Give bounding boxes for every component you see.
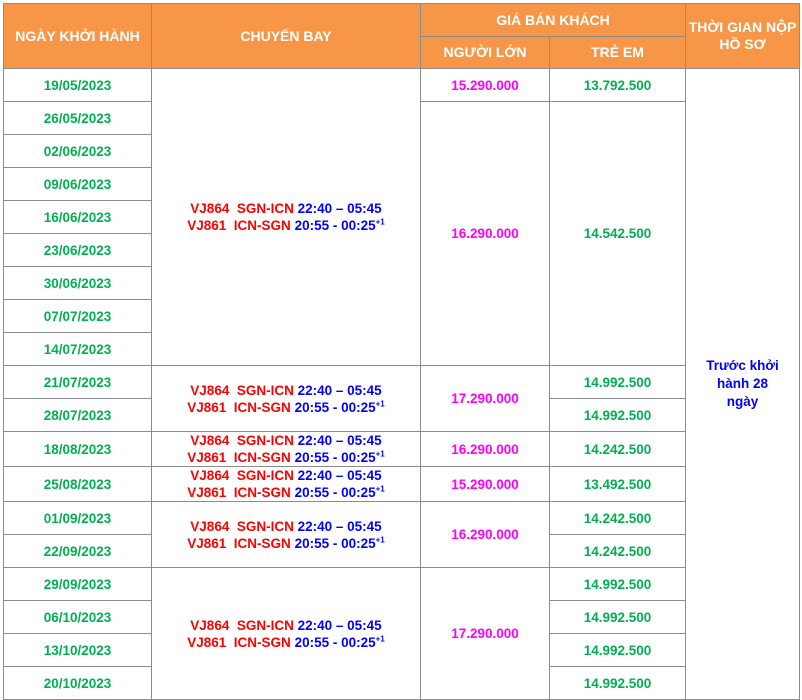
deadline-text: Trước khởi hành 28 ngày (706, 358, 779, 409)
departure-date-cell: 18/08/2023 (4, 432, 152, 467)
flight-outbound-route: SGN-ICN (236, 382, 294, 398)
child-price-cell: 13.492.500 (550, 467, 686, 502)
flight-return (152, 399, 420, 416)
adult-price-cell: 15.290.000 (421, 69, 550, 102)
flight-outbound (152, 382, 420, 399)
flight-return (152, 484, 420, 501)
flight-cell (152, 432, 421, 467)
table-row (4, 366, 800, 399)
child-price-cell: 14.992.500 (550, 601, 686, 634)
table-body (4, 69, 800, 700)
flight-return-route: ICN-SGN (233, 535, 291, 551)
header-deadline: THỜI GIAN NỘP HỒ SƠ (686, 4, 800, 69)
flight-return-time: 20:55 - 00:25 (294, 399, 376, 415)
flight-outbound-time: 22:40 – 05:45 (297, 617, 382, 633)
flight-cell (152, 467, 421, 502)
flight-outbound-route: SGN-ICN (236, 468, 294, 483)
flight-return (152, 449, 420, 466)
departure-date-cell: 16/06/2023 (4, 201, 152, 234)
flight-return-route: ICN-SGN (233, 399, 291, 415)
deadline-cell (686, 69, 800, 700)
flight-return-code: VJ861 (187, 634, 227, 650)
flight-cell (152, 69, 421, 366)
departure-date-cell: 13/10/2023 (4, 634, 152, 667)
child-price-cell: 14.992.500 (550, 667, 686, 700)
child-price-cell: 14.242.500 (550, 502, 686, 535)
table-row (4, 432, 800, 467)
flight-outbound-code: VJ864 (190, 518, 230, 534)
flight-outbound (152, 467, 420, 484)
departure-date-cell: 28/07/2023 (4, 399, 152, 432)
flight-return-next-day: +1 (375, 484, 385, 494)
child-price-cell: 14.242.500 (550, 535, 686, 568)
departure-date-cell: 29/09/2023 (4, 568, 152, 601)
header-child: TRẺ EM (550, 37, 686, 69)
flight-outbound-time: 22:40 – 05:45 (297, 201, 382, 216)
child-price-cell: 13.792.500 (550, 69, 686, 102)
flight-outbound-route: SGN-ICN (236, 433, 294, 448)
departure-date-cell: 14/07/2023 (4, 333, 152, 366)
departure-date-cell: 26/05/2023 (4, 102, 152, 135)
departure-date-cell: 23/06/2023 (4, 234, 152, 267)
flight-return-route: ICN-SGN (233, 218, 291, 233)
flight-return (152, 634, 420, 651)
flight-outbound (152, 200, 420, 217)
flight-outbound-route: SGN-ICN (236, 617, 294, 633)
table-row (4, 568, 800, 601)
departure-date-cell: 21/07/2023 (4, 366, 152, 399)
departure-date-cell: 22/09/2023 (4, 535, 152, 568)
adult-price-cell: 16.290.000 (421, 502, 550, 568)
header-adult: NGƯỜI LỚN (421, 37, 550, 69)
child-price-cell: 14.992.500 (550, 568, 686, 601)
adult-price-cell: 17.290.000 (421, 568, 550, 700)
flight-cell (152, 502, 421, 568)
header-departure-date: NGÀY KHỞI HÀNH (4, 4, 152, 69)
flight-return-code: VJ861 (187, 450, 227, 465)
child-price-cell: 14.992.500 (550, 634, 686, 667)
flight-return-next-day: +1 (375, 535, 385, 544)
flight-return (152, 217, 420, 234)
adult-price-cell: 17.290.000 (421, 366, 550, 432)
header-customer-price: GIÁ BÁN KHÁCH (421, 4, 686, 37)
flight-cell (152, 568, 421, 700)
table-row (4, 502, 800, 535)
flight-return-time: 20:55 - 00:25 (294, 485, 376, 500)
flight-return-route: ICN-SGN (233, 485, 291, 500)
adult-price-cell: 15.290.000 (421, 467, 550, 502)
departure-date-cell: 09/06/2023 (4, 168, 152, 201)
flight-return-next-day: +1 (375, 217, 385, 227)
header-flight: CHUYẾN BAY (152, 4, 421, 69)
flight-return-time: 20:55 - 00:25 (294, 218, 376, 233)
child-price-cell: 14.992.500 (550, 399, 686, 432)
flight-return-code: VJ861 (187, 485, 227, 500)
flight-outbound (152, 617, 420, 634)
flight-outbound-code: VJ864 (190, 433, 230, 448)
flight-outbound-route: SGN-ICN (236, 201, 294, 216)
departure-date-cell: 19/05/2023 (4, 69, 152, 102)
flight-return-time: 20:55 - 00:25 (294, 634, 376, 650)
adult-price-cell: 16.290.000 (421, 432, 550, 467)
child-price-cell: 14.542.500 (550, 102, 686, 366)
child-price-cell: 14.242.500 (550, 432, 686, 467)
flight-return (152, 535, 420, 552)
flight-outbound (152, 518, 420, 535)
flight-outbound-time: 22:40 – 05:45 (297, 518, 382, 534)
flight-outbound-code: VJ864 (190, 468, 230, 483)
flight-outbound-code: VJ864 (190, 382, 230, 398)
flight-return-next-day: +1 (375, 449, 385, 459)
departure-date-cell: 07/07/2023 (4, 300, 152, 333)
departure-date-cell: 06/10/2023 (4, 601, 152, 634)
departure-date-cell: 01/09/2023 (4, 502, 152, 535)
departure-date-cell: 25/08/2023 (4, 467, 152, 502)
flight-return-code: VJ861 (187, 218, 227, 233)
departure-date-cell: 30/06/2023 (4, 267, 152, 300)
flight-return-route: ICN-SGN (233, 634, 291, 650)
flight-return-next-day: +1 (375, 399, 385, 408)
child-price-cell: 14.992.500 (550, 366, 686, 399)
table-row (4, 467, 800, 502)
table-row (4, 69, 800, 102)
flight-return-time: 20:55 - 00:25 (294, 450, 376, 465)
flight-return-code: VJ861 (187, 399, 227, 415)
flight-return-time: 20:55 - 00:25 (294, 535, 376, 551)
flight-outbound (152, 432, 420, 449)
departure-date-cell: 20/10/2023 (4, 667, 152, 700)
departure-date-cell: 02/06/2023 (4, 135, 152, 168)
flight-outbound-route: SGN-ICN (236, 518, 294, 534)
flight-return-route: ICN-SGN (233, 450, 291, 465)
adult-price-cell: 16.290.000 (421, 102, 550, 366)
flight-return-code: VJ861 (187, 535, 227, 551)
flight-outbound-time: 22:40 – 05:45 (297, 468, 382, 483)
flight-outbound-code: VJ864 (190, 201, 230, 216)
flight-return-next-day: +1 (375, 634, 385, 643)
tour-price-table (3, 3, 800, 700)
flight-outbound-code: VJ864 (190, 617, 230, 633)
flight-cell (152, 366, 421, 432)
flight-outbound-time: 22:40 – 05:45 (297, 382, 382, 398)
flight-outbound-time: 22:40 – 05:45 (297, 433, 382, 448)
